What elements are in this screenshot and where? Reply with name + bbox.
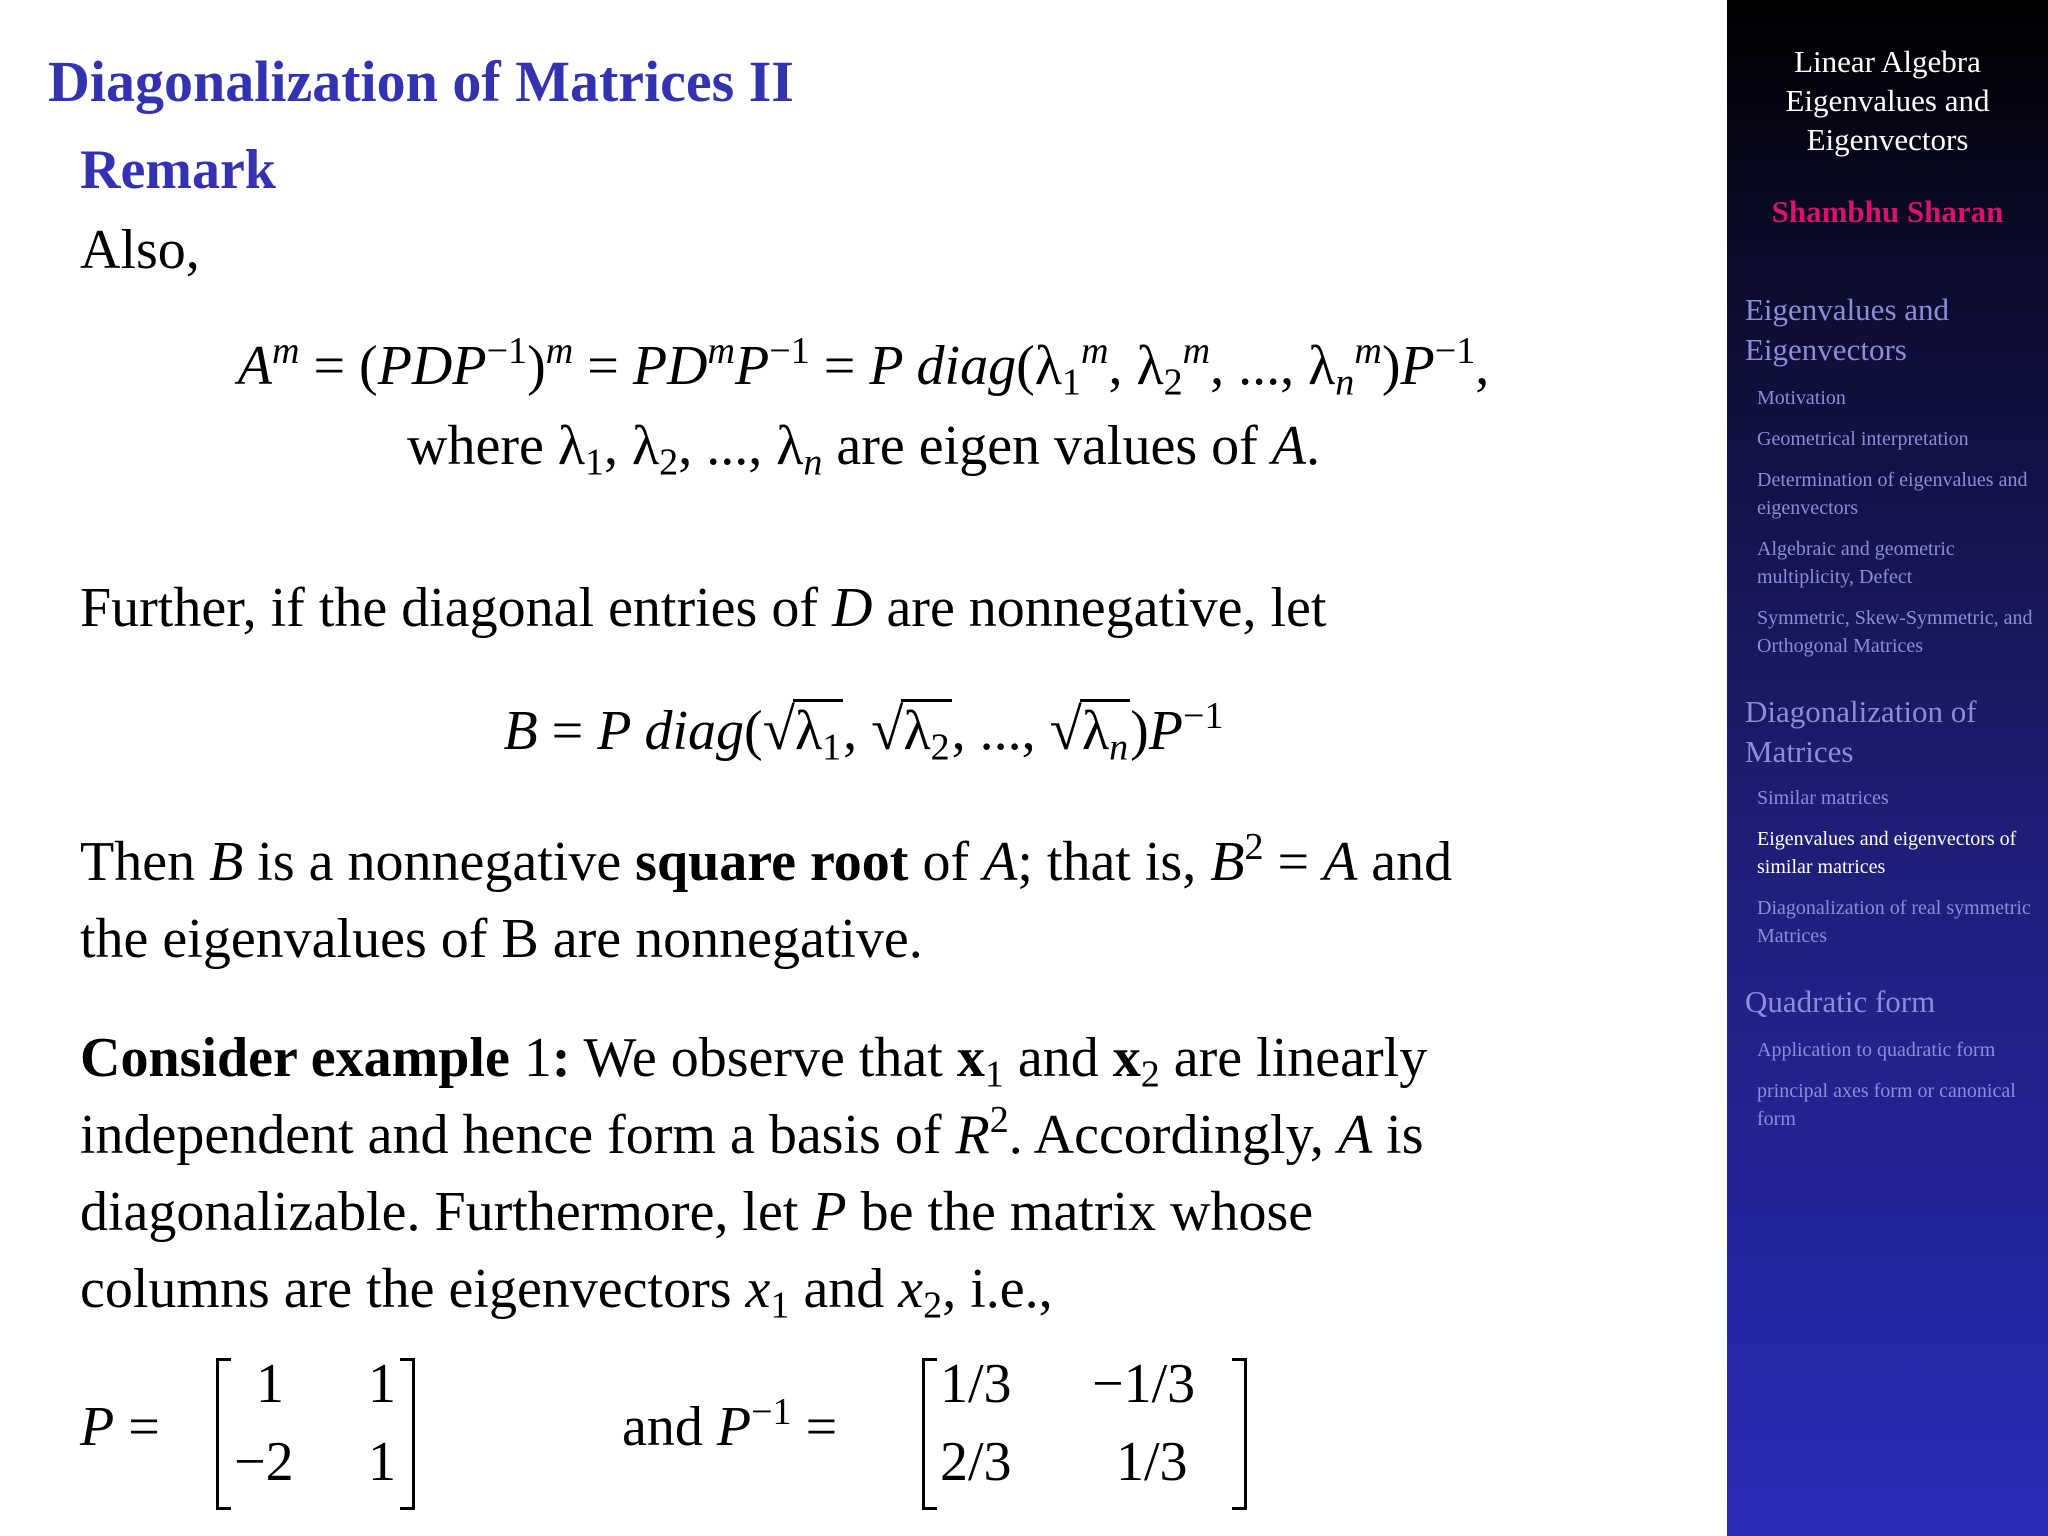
remark-heading: Remark: [80, 139, 276, 201]
sidebar-item-multiplicity[interactable]: Algebraic and geometric multiplicity, Defect: [1757, 538, 1955, 588]
matrix-p-cell: −2: [234, 1431, 294, 1493]
sidebar-item-principal-axes[interactable]: principal axes form or canonical form: [1757, 1080, 2016, 1130]
sidebar-item-application-quadratic[interactable]: Application to quadratic form: [1757, 1039, 1996, 1061]
sqrt-equation: B = P $diag(√\lambda_1$, $√\lambda_2$, ..., $√\lambda_n)P^{-1}$: [503, 695, 1224, 769]
matrix-pinv-cell: 2/3: [940, 1431, 1012, 1493]
matrix-p-label: P =: [80, 1396, 160, 1458]
matrix-pinv-right-bracket: [1232, 1358, 1247, 1510]
sidebar: [1727, 0, 2048, 1536]
matrix-p-cell: 1: [256, 1353, 284, 1415]
sidebar-item-symmetric[interactable]: Symmetric, Skew-Symmetric, and Orthogonal Matrices: [1757, 607, 2033, 657]
sidebar-section-eigenvalues[interactable]: Eigenvalues and Eigenvectors: [1745, 292, 1950, 367]
matrix-p-left-bracket: [216, 1358, 231, 1510]
example-line-4: columns are the eigenvectors $x_1$ and $x_2$, i.e.,: [80, 1258, 1053, 1327]
matrix-pinv-left-bracket: [922, 1358, 937, 1510]
slide-title: Diagonalization of Matrices II: [48, 49, 794, 114]
sidebar-author: Shambhu Sharan: [1771, 194, 2004, 229]
sidebar-item-determination[interactable]: Determination of eigenvalues and eigenvectors: [1757, 469, 2028, 519]
example-line-1: Consider example 1: We observe that $x_1$ and $x_2$ are linearly: [80, 1027, 1428, 1096]
sidebar-section-quadratic-form[interactable]: Quadratic form: [1745, 984, 1936, 1019]
matrix-pinv-label: and $P^{-1}$ =: [622, 1391, 838, 1458]
sidebar-title-line: Linear Algebra: [1794, 44, 1981, 79]
matrix-pinv-cell: 1/3: [940, 1353, 1012, 1415]
sidebar-item-geometrical-interpretation[interactable]: Geometrical interpretation: [1757, 428, 1969, 450]
also-text: Also,: [80, 219, 200, 281]
sidebar-item-motivation[interactable]: Motivation: [1757, 387, 1846, 409]
matrix-pinv-cell: 1/3: [1116, 1431, 1188, 1493]
sidebar-item-similar-matrices[interactable]: Similar matrices: [1757, 787, 1889, 809]
matrix-p-cell: 1: [368, 1353, 396, 1415]
sidebar-section-diagonalization[interactable]: Diagonalization of Matrices: [1745, 694, 1977, 769]
further-text: Further, if the diagonal entries of D are nonnegative, let: [80, 577, 1327, 639]
then-line-2: the eigenvalues of B are nonnegative.: [80, 908, 923, 970]
sidebar-title-line: Eigenvectors: [1806, 122, 1969, 157]
example-line-2: independent and hence form a basis of $R^2$. Accordingly, A is: [80, 1099, 1424, 1166]
matrix-pinv-cell: −1/3: [1092, 1353, 1196, 1415]
then-line-1: Then B is a nonnegative square root of A; that is, $B^2 = A$ and: [80, 826, 1453, 893]
sidebar-title: [1727, 42, 2048, 159]
matrix-p-right-bracket: [400, 1358, 415, 1510]
example-line-3: diagonalizable. Furthermore, let P be the matrix whose: [80, 1181, 1314, 1243]
power-equation: $A^m = (PDP^{-1})^m = PD^mP^{-1} = P$ $diag(\lambda_1^m$, $\lambda_2^m$, ..., $\lambda_n^m)P^{-1}$,: [237, 330, 1490, 404]
sidebar-title-line: Eigenvalues and: [1785, 83, 1990, 118]
eigenvalue-note: where $\lambda_1$, $\lambda_2$, ..., $\lambda_n$ are eigen values of A.: [407, 415, 1320, 484]
sidebar-item-real-symmetric[interactable]: Diagonalization of real symmetric Matrices: [1757, 897, 2031, 947]
matrix-p-cell: 1: [368, 1431, 396, 1493]
sidebar-item-eigen-similar[interactable]: Eigenvalues and eigenvectors of similar matrices: [1757, 828, 2017, 878]
